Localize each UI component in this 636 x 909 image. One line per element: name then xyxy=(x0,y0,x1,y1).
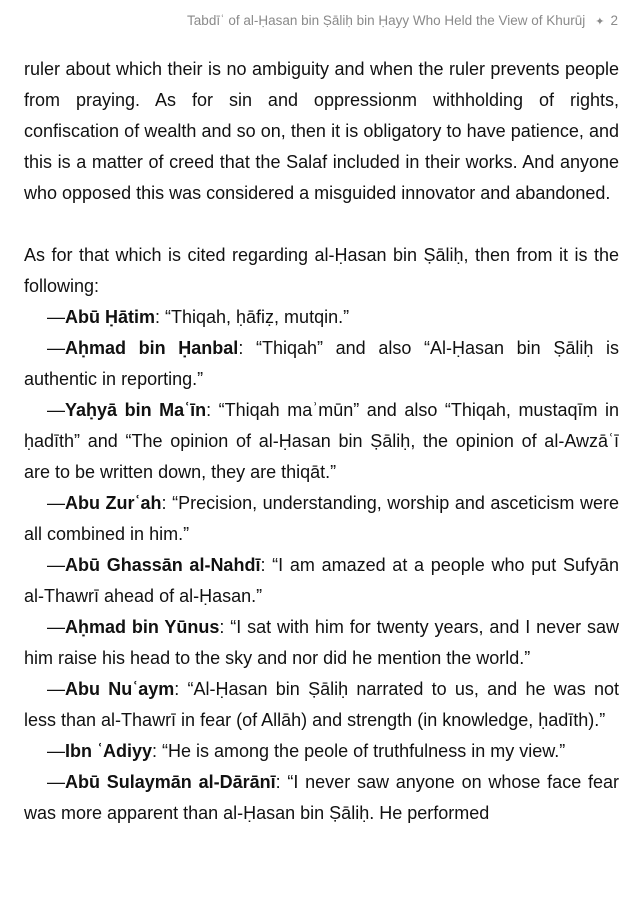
diamond-separator-icon: ✦ xyxy=(595,16,605,28)
quote-dash: — xyxy=(47,400,65,420)
quote-abu-sulayman xyxy=(24,767,619,829)
quote-dash: — xyxy=(47,679,65,699)
quote-text: : “He is among the peole of truthfulness in my view.” xyxy=(152,741,566,761)
quote-abu-ghassan xyxy=(24,550,619,612)
scholar-name: Abū Ghassān al-Nahdī xyxy=(65,555,261,575)
scholar-name: Abū Ḥātim xyxy=(65,307,155,327)
scholar-name: Yaḥyā bin Maʿīn xyxy=(65,400,207,420)
header-title: Tabdīʿ of al-Ḥasan bin Ṣāliḥ bin Ḥayy Who Held the View of Khurūj xyxy=(187,13,586,28)
scholar-name: Abu Nuʿaym xyxy=(65,679,175,699)
quote-abu-nuaym xyxy=(24,674,619,736)
quote-text: : “Precision, understanding, worship and asceticism were all combined in him.” xyxy=(24,493,619,544)
quote-text: : “Thiqah maʾmūn” and also “Thiqah, mustaqīm in ḥadīth” and “The opinion of al-Ḥasan bin Ṣāliḥ, the opinion of al-Awzāʿī are to be written down, they are thiqāt.” xyxy=(24,400,620,482)
page-number: 2 xyxy=(610,13,618,28)
quote-ahmad-bin-hanbal xyxy=(24,333,619,395)
quote-dash: — xyxy=(47,338,65,358)
quote-text: : “I never saw anyone on whose face fear was more apparent than al-Ḥasan bin Ṣāliḥ. He performed xyxy=(24,772,619,823)
quote-yahya-bin-main xyxy=(24,395,619,488)
running-header xyxy=(187,13,618,28)
quote-dash: — xyxy=(47,555,65,575)
scholar-name: Abu Zurʿah xyxy=(65,493,162,513)
quote-text: : “Al-Ḥasan bin Ṣāliḥ narrated to us, and he was not less than al-Thawrī in fear (of Allāh) and strength (in knowledge, ḥadīth).” xyxy=(24,679,619,730)
scholar-name: Aḥmad bin Yūnus xyxy=(65,617,220,637)
quote-text: : “I sat with him for twenty years, and I never saw him raise his head to the sky and nor did he mention the world.” xyxy=(24,617,619,668)
quote-dash: — xyxy=(47,493,65,513)
quote-text: : “Thiqah, ḥāfiẓ, mutqin.” xyxy=(155,307,350,327)
paragraph-intro: As for that which is cited regarding al-Ḥasan bin Ṣāliḥ, then from it is the following: xyxy=(24,245,619,296)
quote-dash: — xyxy=(47,772,65,792)
quote-ahmad-bin-yunus xyxy=(24,612,619,674)
quote-dash: — xyxy=(47,741,65,761)
scholar-name: Abū Sulaymān al-Dārānī xyxy=(65,772,276,792)
paragraph-creed: ruler about which their is no ambiguity and when the ruler prevents people from praying. As for sin and oppressionm withholding of rights, confiscation of wealth and so on, then it is obligatory to have patience, and this is a matter of creed that the Salaf included in their works. And anyone who opposed this was considered a misguided innovator and abandoned. xyxy=(24,59,619,203)
quote-text: : “Thiqah” and also “Al-Ḥasan bin Ṣāliḥ is authentic in reporting.” xyxy=(24,338,620,389)
quote-ibn-adiyy xyxy=(24,736,619,767)
scholar-name: Ibn ʿAdiyy xyxy=(65,741,153,761)
quote-abu-zurah xyxy=(24,488,619,550)
scholar-name: Aḥmad bin Ḥanbal xyxy=(65,338,239,358)
page-body xyxy=(24,54,619,829)
quote-text: : “I am amazed at a people who put Sufyān al-Thawrī ahead of al-Ḥasan.” xyxy=(24,555,619,606)
quote-dash: — xyxy=(47,617,65,637)
quote-dash: — xyxy=(47,307,65,327)
quote-abu-hatim xyxy=(24,302,619,333)
